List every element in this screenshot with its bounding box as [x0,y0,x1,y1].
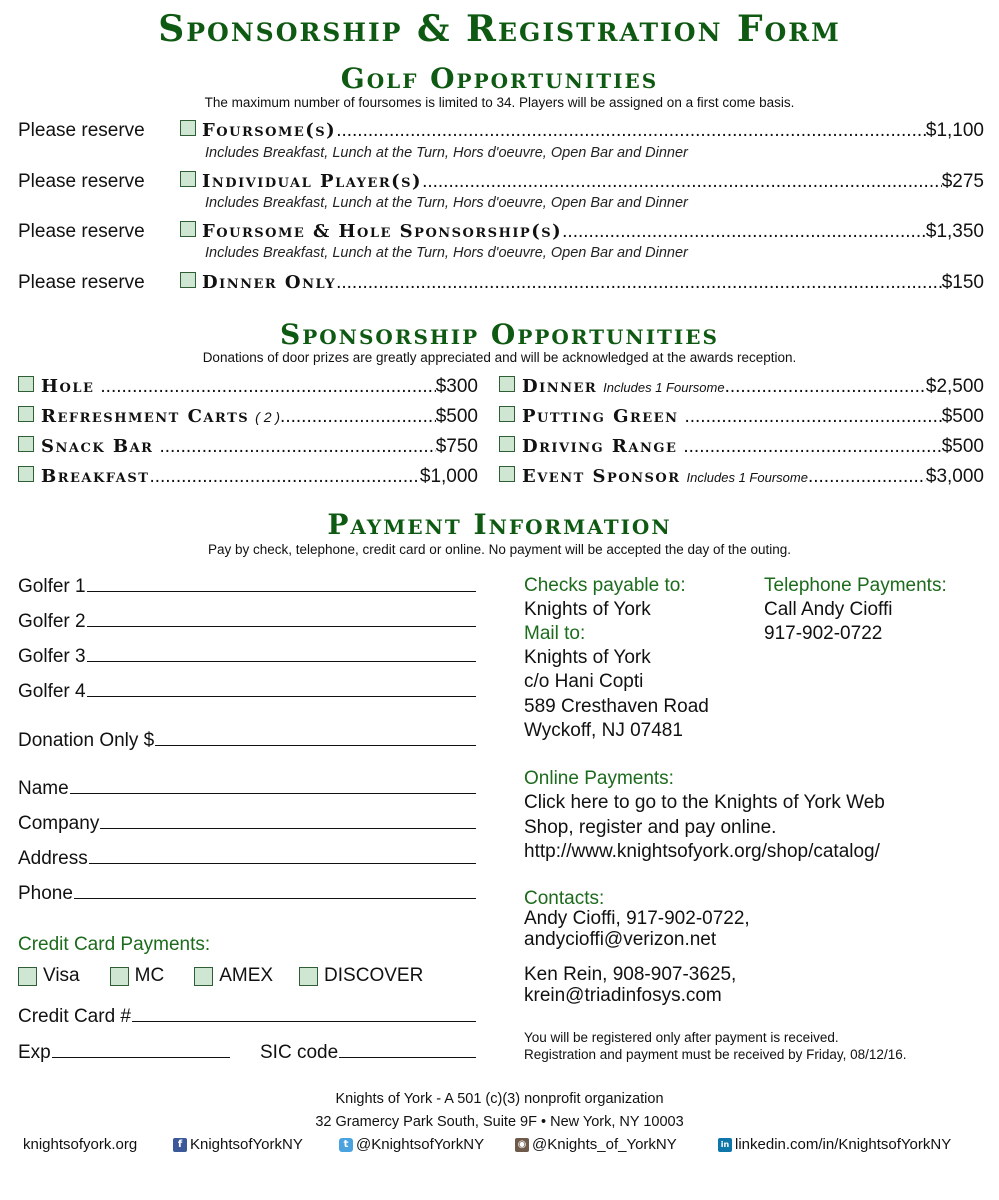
online-shop-url-link[interactable]: http://www.knightsofyork.org/shop/catalog/ [524,841,880,862]
item-name: Dinner Only [202,272,337,293]
individual-player-checkbox[interactable] [180,171,196,187]
online-heading: Online Payments: [524,768,674,789]
sponsor-name: Putting Green [522,406,679,427]
item-price: $1,350 [925,221,984,242]
sponsor-event-sponsor [499,466,984,488]
sponsor-extra: Includes 1 Foursome [603,380,725,395]
item-price: $150 [941,272,984,293]
company-field[interactable]: Company [18,812,476,835]
amex-label: AMEX [219,965,274,986]
card-type-options [18,965,423,987]
includes-text: Includes Breakfast, Lunch at the Turn, Hors d'oeuvre, Open Bar and Dinner [205,245,688,261]
sponsor-name: Breakfast [41,466,150,487]
amex-checkbox[interactable] [194,967,213,986]
golf-opportunities-heading: Golf Opportunities [340,62,659,95]
footer-instagram-link[interactable]: ◉ @Knights_of_YorkNY [515,1136,677,1153]
page-title: Sponsorship & Registration Form [158,8,841,50]
sponsorship-note: Donations of door prizes are greatly appreciated and will be acknowledged at the awards reception. [202,350,797,365]
sponsor-name: Snack Bar [41,436,154,457]
golfer-1-field[interactable]: Golfer 1 [18,575,476,598]
discover-label: DISCOVER [324,965,424,986]
twitter-icon: t [339,1138,353,1152]
footer-org: Knights of York - A 501 (c)(3) nonprofit organization [335,1091,664,1107]
contact-1-email[interactable]: andycioffi@verizon.net [524,929,717,950]
item-name: Individual Player(s) [202,171,423,192]
golfer-4-field[interactable]: Golfer 4 [18,680,476,703]
donation-field[interactable]: Donation Only $ [18,729,476,752]
discover-checkbox[interactable] [299,967,318,986]
registration-notice: You will be registered only after payment is received. Registration and payment must be received by Friday, 08/12/16. [524,1030,907,1062]
foursome-checkbox[interactable] [180,120,196,136]
golf-row-dinner-only [18,272,984,294]
dinner-only-checkbox[interactable] [180,272,196,288]
mail-heading: Mail to: [524,623,586,644]
sponsor-dinner [499,376,984,398]
footer-linkedin-link[interactable]: in linkedin.com/in/KnightsofYorkNY [718,1136,951,1153]
sponsorship-heading: Sponsorship Opportunities [280,318,719,351]
sponsor-hole [18,376,478,398]
mail-line-1: Knights of York [524,647,651,668]
instagram-icon: ◉ [515,1138,529,1152]
sponsor-price: $3,000 [925,466,984,487]
sponsor-snack-bar [18,436,478,458]
credit-card-number-field[interactable]: Credit Card # [18,1005,476,1028]
reserve-label: Please reserve [18,120,145,141]
refreshment-carts-checkbox[interactable] [18,406,34,422]
sponsor-name: Event Sponsor [522,466,681,487]
mc-checkbox[interactable] [110,967,129,986]
sponsor-name: Driving Range [522,436,678,457]
reserve-label: Please reserve [18,171,145,192]
item-name: Foursome(s) [202,120,337,141]
sponsor-breakfast [18,466,478,488]
facebook-icon: f [173,1138,187,1152]
contact-2-line-1: Ken Rein, 908-907-3625, [524,964,737,985]
sponsor-price: $750 [435,436,478,457]
telephone-line-1: Call Andy Cioffi [764,599,893,620]
sponsor-driving-range [499,436,984,458]
payment-note: Pay by check, telephone, credit card or online. No payment will be accepted the day of the outing. [207,542,792,557]
sponsor-putting-green [499,406,984,428]
sponsor-name: Dinner [522,376,598,397]
item-price: $1,100 [925,120,984,141]
exp-field[interactable]: Exp [18,1041,230,1064]
footer-address: 32 Gramercy Park South, Suite 9F • New York, NY 10003 [315,1114,684,1130]
telephone-heading: Telephone Payments: [764,575,947,596]
footer-twitter-link[interactable]: t @KnightsofYorkNY [339,1136,484,1153]
hole-checkbox[interactable] [18,376,34,392]
reserve-label: Please reserve [18,272,145,293]
visa-checkbox[interactable] [18,967,37,986]
sponsor-price: $500 [941,436,984,457]
contact-2-email[interactable]: krein@triadinfosys.com [524,985,722,1006]
linkedin-icon: in [718,1138,732,1152]
sponsor-price: $500 [435,406,478,427]
breakfast-checkbox[interactable] [18,466,34,482]
name-field[interactable]: Name [18,777,476,800]
foursome-hole-checkbox[interactable] [180,221,196,237]
sic-code-field[interactable]: SIC code [260,1041,476,1064]
includes-text: Includes Breakfast, Lunch at the Turn, Hors d'oeuvre, Open Bar and Dinner [205,145,688,161]
sponsor-price: $2,500 [925,376,984,397]
online-link-text-2[interactable]: Shop, register and pay online. [524,817,777,838]
sponsor-extra: ( 2 ) [255,409,281,425]
sponsor-name: Hole [41,376,95,397]
footer-website-link[interactable]: knightsofyork.org [23,1136,138,1153]
sponsor-price: $300 [435,376,478,397]
online-link-text-1[interactable]: Click here to go to the Knights of York Web [524,792,885,813]
sponsor-price: $1,000 [419,466,478,487]
mail-line-3: 589 Cresthaven Road [524,696,709,717]
contacts-heading: Contacts: [524,888,605,909]
mail-line-2: c/o Hani Copti [524,671,644,692]
payment-heading: Payment Information [327,508,672,541]
sponsor-price: $500 [941,406,984,427]
golfer-3-field[interactable]: Golfer 3 [18,645,476,668]
visa-label: Visa [43,965,80,986]
golf-row-foursome-hole [18,221,984,243]
golf-row-individual [18,171,984,193]
sponsor-name: Refreshment Carts [41,406,250,427]
sponsor-refreshment-carts [18,406,478,428]
snack-bar-checkbox[interactable] [18,436,34,452]
reserve-label: Please reserve [18,221,145,242]
address-field[interactable]: Address [18,847,476,870]
credit-card-heading: Credit Card Payments: [18,934,211,955]
includes-text: Includes Breakfast, Lunch at the Turn, Hors d'oeuvre, Open Bar and Dinner [205,195,688,211]
dinner-checkbox[interactable] [499,376,515,392]
putting-green-checkbox[interactable] [499,406,515,422]
contact-1-line-1: Andy Cioffi, 917-902-0722, [524,908,750,929]
telephone-line-2: 917-902-0722 [764,623,883,644]
checks-heading: Checks payable to: [524,575,686,596]
golf-note: The maximum number of foursomes is limited to 34. Players will be assigned on a first come basis. [204,95,795,110]
event-sponsor-checkbox[interactable] [499,466,515,482]
checks-payee: Knights of York [524,599,651,620]
item-name: Foursome & Hole Sponsorship(s) [202,221,563,242]
driving-range-checkbox[interactable] [499,436,515,452]
golf-row-foursome [18,120,984,142]
sponsor-extra: Includes 1 Foursome [686,470,808,485]
item-price: $275 [941,171,984,192]
mc-label: MC [134,965,165,986]
mail-line-4: Wyckoff, NJ 07481 [524,720,683,741]
footer-facebook-link[interactable]: f KnightsofYorkNY [173,1136,303,1153]
phone-field[interactable]: Phone [18,882,476,905]
golfer-2-field[interactable]: Golfer 2 [18,610,476,633]
